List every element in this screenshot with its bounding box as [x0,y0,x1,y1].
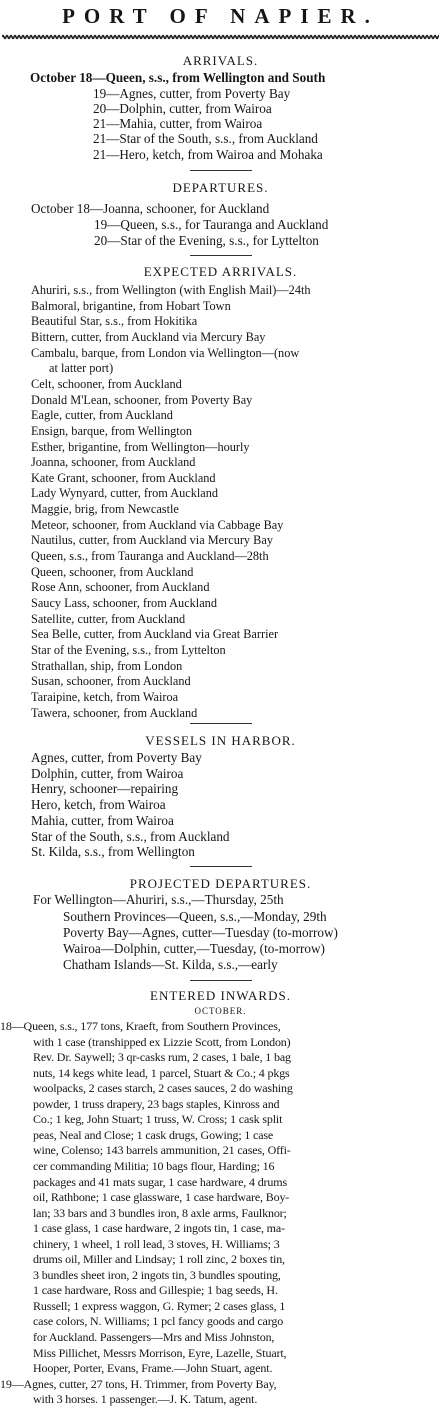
entered-line: packages and 41 mats sugar, 1 case hardware, 4 drums [33,1174,287,1189]
entered-inwards-month: OCTOBER. [194,1006,247,1016]
expected-line: Kate Grant, schooner, from Auckland [31,470,216,485]
entered-line: drums oil, Miller and Lindsay; 1 roll zinc, 2 boxes tin, [33,1252,285,1267]
entered-line: cer commanding Militia; 10 bags flour, Harding; 16 [33,1158,275,1173]
expected-line: Susan, schooner, from Auckland [31,674,191,689]
projected-line: For Wellington—Ahuriri, s.s.,—Thursday, 25th [33,892,284,907]
expected-line: at latter port) [49,361,114,376]
projected-line: Southern Provinces—Queen, s.s.,—Monday, 29th [63,909,327,924]
entered-line: case colors, N. Williams; 1 pcl fancy goods and cargo [33,1314,284,1329]
projected-line: Chatham Islands—St. Kilda, s.s.,—early [63,957,278,972]
expected-line: Ensign, barque, from Wellington [31,423,193,438]
entered-line: wine, Colenso; 143 barrels ammunition, 21 cases, Offi- [33,1143,291,1158]
entered-line: Miss Pillichet, Messrs Morrison, Eyre, Lazelle, Stuart, [33,1345,287,1360]
entered-line: Russell; 1 express waggon, G. Rymer; 2 cases glass, 1 [33,1298,286,1313]
expected-line: Donald M'Lean, schooner, from Poverty Bay [31,392,253,407]
expected-line: Saucy Lass, schooner, from Auckland [31,596,217,610]
section-rule [190,866,252,867]
expected-line: Queen, schooner, from Auckland [31,564,194,579]
vessels-line: Mahia, cutter, from Wairoa [31,812,174,828]
projected-line: Wairoa—Dolphin, cutter,—Tuesday, (to-morrow) [63,941,325,956]
arrival-line: 19—Agnes, cutter, from Poverty Bay [93,86,291,101]
expected-line: Tawera, schooner, from Auckland [31,705,198,720]
arrival-line: 21—Star of the South, s.s., from Auckland [93,131,318,146]
vessels-in-harbor-heading: VESSELS IN HARBOR. [145,733,296,748]
section-rule [190,255,252,256]
arrival-line: 21—Hero, ketch, from Wairoa and Mohaka [93,147,323,162]
expected-line: Eagle, cutter, from Auckland [31,408,173,423]
entered-line: 19—Agnes, cutter, 27 tons, H. Trimmer, from Poverty Bay, [0,1376,277,1391]
expected-line: Strathallan, ship, from London [31,658,183,673]
entered-inwards-heading: ENTERED INWARDS. [150,988,291,1003]
expected-line: Maggie, brig, from Newcastle [31,502,179,517]
projected-line: Poverty Bay—Agnes, cutter—Tuesday (to-morrow) [63,925,338,940]
entered-line: peas, Neal and Close; 1 cask drugs, Gowing; 1 case [33,1127,274,1142]
arrival-line: 20—Dolphin, cutter, from Wairoa [93,101,272,116]
entered-line: with 3 horses. 1 passenger.—J. K. Tatum, agent. [33,1392,258,1407]
expected-line: Taraipine, ketch, from Wairoa [31,689,179,704]
expected-line: Satellite, cutter, from Auckland [31,611,186,626]
page-title: PORT OF NAPIER. [62,4,379,28]
entered-line: Co.; 1 keg, John Stuart; 1 truss, W. Cross; 1 cask split [33,1112,283,1127]
expected-line: Meteor, schooner, from Auckland via Cabbage Bay [31,517,284,532]
expected-line: Bittern, cutter, from Auckland via Mercury Bay [31,329,266,344]
projected-departures-heading: PROJECTED DEPARTURES. [129,876,312,891]
vessels-line: Star of the South, s.s., from Auckland [31,828,230,844]
entered-line: with 1 case (transhipped ex Lizzie Scott, from London) [33,1034,291,1049]
entered-line: 18—Queen, s.s., 177 tons, Kraeft, from Southern Provinces, [0,1019,281,1033]
expected-line: Ahuriri, s.s., from Wellington (with English Mail)—24th [31,283,311,297]
entered-line: nuts, 14 kegs white lead, 1 parcel, Stuart & Co.; 4 pkgs [33,1065,290,1080]
entered-line: 1 case glass, 1 case hardware, 2 ingots tin, 1 case, ma- [33,1221,285,1236]
entered-line: 3 bundles sheet iron, 2 ingots tin, 3 bundles spouting, [33,1267,281,1282]
entered-line: lan; 33 bars and 3 bundles iron, 8 axle arms, Faulknor; [33,1205,287,1220]
expected-line: Celt, schooner, from Auckland [31,376,182,391]
arrival-line: 21—Mahia, cutter, from Wairoa [93,116,263,131]
entered-line: 1 case hardware, Ross and Gillespie; 1 bag seeds, H. [33,1283,278,1298]
expected-line: Rose Ann, schooner, from Auckland [31,580,210,595]
vessels-line: Hero, ketch, from Wairoa [31,797,166,813]
entered-line: Rev. Dr. Saywell; 3 qr-casks rum, 2 cases, 1 bale, 1 bag [33,1050,291,1065]
expected-line: Lady Wynyard, cutter, from Auckland [31,486,219,501]
entered-line: chinery, 1 wheel, 1 roll lead, 3 stoves, H. Williams; 3 [33,1236,280,1251]
entered-line: oil, Rathbone; 1 case glassware, 1 case hardware, Boy- [33,1190,290,1205]
expected-line: Cambalu, barque, from London via Wellington—(now [31,345,300,360]
expected-line: Esther, brigantine, from Wellington—hourly [31,439,250,454]
entered-line: powder, 1 truss drapery, 23 bags staples, Kinross and [33,1096,280,1111]
section-rule [190,723,252,724]
expected-line: Beautiful Star, s.s., from Hokitika [31,314,198,329]
departure-line: 19—Queen, s.s., for Tauranga and Auckland [94,217,329,232]
expected-line: Star of the Evening, s.s., from Lyttelton [31,642,226,657]
vessels-line: Dolphin, cutter, from Wairoa [31,765,184,781]
arrival-line: October 18—Queen, s.s., from Wellington and South [30,70,326,85]
section-rule [190,980,252,981]
arrivals-heading: ARRIVALS. [182,53,259,68]
expected-line: Queen, s.s., from Tauranga and Auckland—28th [31,549,269,564]
vessels-line: Henry, schooner—repairing [31,781,179,797]
expected-line: Nautilus, cutter, from Auckland via Mercury Bay [31,533,273,548]
departure-line: October 18—Joanna, schooner, for Auckland [31,201,270,216]
title-wavy-rule [2,33,439,41]
expected-line: Balmoral, brigantine, from Hobart Town [31,298,231,313]
entered-line: Hooper, Porter, Evans, Frame.—John Stuart, agent. [33,1361,273,1376]
entered-line: for Auckland. Passengers—Mrs and Miss Johnston, [33,1330,275,1344]
vessels-line: Agnes, cutter, from Poverty Bay [31,750,202,765]
expected-line: Sea Belle, cutter, from Auckland via Great Barrier [31,627,279,642]
section-rule [190,170,252,171]
expected-line: Joanna, schooner, from Auckland [31,455,196,470]
departures-heading: DEPARTURES. [172,180,269,195]
entered-line: woolpacks, 2 cases starch, 2 cases sauces, 2 do washing [33,1081,293,1096]
expected-arrivals-heading: EXPECTED ARRIVALS. [143,264,298,279]
departure-line: 20—Star of the Evening, s.s., for Lyttelton [94,233,319,248]
vessels-line: St. Kilda, s.s., from Wellington [31,844,195,860]
